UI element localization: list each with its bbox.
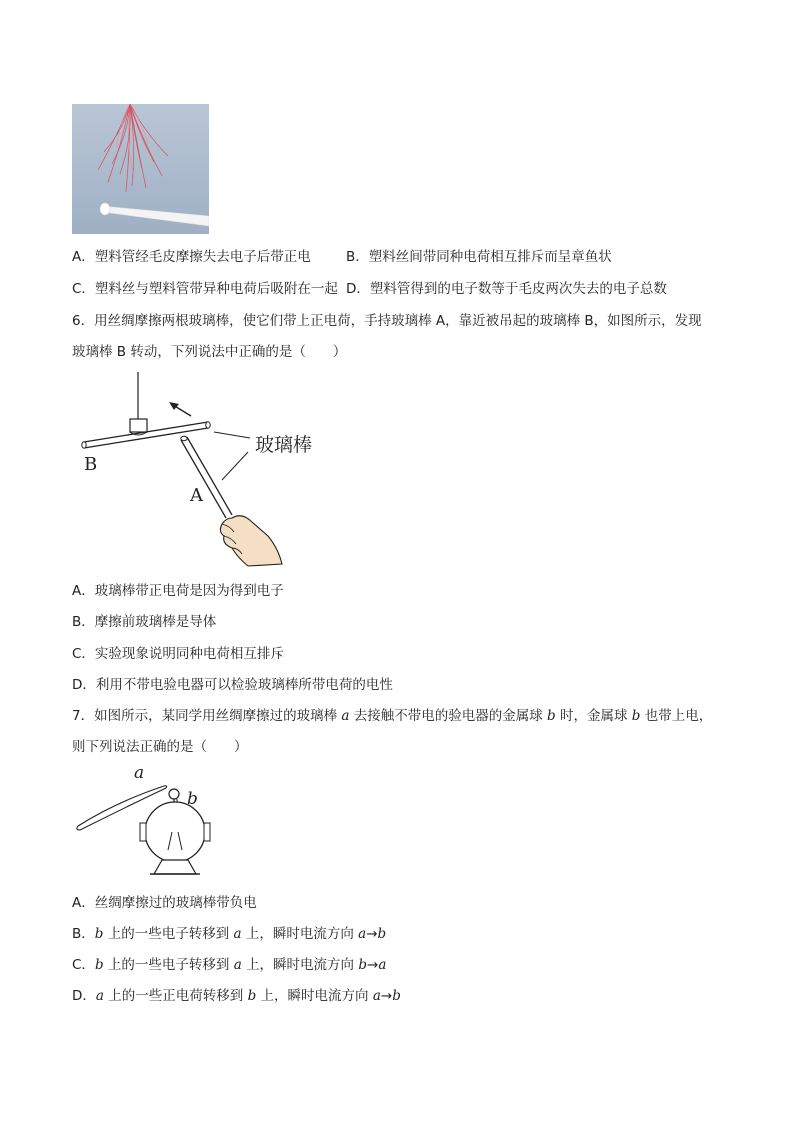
q7-option-c: C．b 上的一些电子转移到 a 上，瞬时电流方向 b→a (72, 957, 387, 973)
q5-option-c: C．塑料丝与塑料管带异种电荷后吸附在一起 (72, 281, 338, 297)
label-a: a (134, 764, 145, 783)
q6-option-b: B．摩擦前玻璃棒是导体 (72, 614, 217, 630)
hand-icon (220, 516, 282, 566)
q5-option-d: D．塑料管得到的电子数等于毛皮两次失去的电子总数 (346, 281, 667, 297)
electroscope (140, 789, 210, 874)
q7-stem-line2: 则下列说法正确的是（ ） (72, 739, 248, 755)
jar (145, 802, 205, 862)
q5-option-a: A．塑料管经毛皮摩擦失去电子后带正电 (72, 249, 311, 265)
q7-option-b: B．b 上的一些电子转移到 a 上，瞬时电流方向 a→b (72, 926, 387, 942)
label-b: b (187, 789, 198, 809)
q7-option-a: A．丝绸摩擦过的玻璃棒带负电 (72, 895, 257, 911)
string-clip (130, 419, 147, 432)
electroscope-figure (72, 764, 222, 880)
label-a: A (190, 485, 203, 506)
q7-stem-line1: 7．如图所示，某同学用丝绸摩擦过的玻璃棒 a 去接触不带电的验电器的金属球 b 时，金属球 b 也带上电， (72, 708, 713, 724)
q7-option-d: D．a 上的一些正电荷转移到 b 上，瞬时电流方向 a→b (72, 988, 401, 1004)
q6-stem-line1: 6．用丝绸摩擦两根玻璃棒，使它们带上正电荷，手持玻璃棒 A，靠近被吊起的玻璃棒 B，如图所示，发现 (72, 313, 702, 329)
plastic-octopus-photo (72, 104, 209, 234)
glass-rod-figure (72, 372, 342, 572)
label-leader-b (214, 432, 250, 438)
q6-option-d: D．利用不带电验电器可以检验玻璃棒所带电荷的电性 (72, 677, 393, 693)
label-b: B (84, 454, 98, 475)
rotation-arrow (169, 402, 191, 416)
q6-stem-line2: 玻璃棒 B 转动，下列说法中正确的是（ ） (72, 344, 347, 360)
q5-option-b: B．塑料丝间带同种电荷相互排斥而呈章鱼状 (346, 249, 612, 265)
q6-option-c: C．实验现象说明同种电荷相互排斥 (72, 646, 284, 662)
rod-label: 玻璃棒 (255, 434, 313, 456)
metal-ball (169, 789, 179, 799)
label-leader-a (222, 452, 248, 480)
q6-option-a: A．玻璃棒带正电荷是因为得到电子 (72, 583, 284, 599)
